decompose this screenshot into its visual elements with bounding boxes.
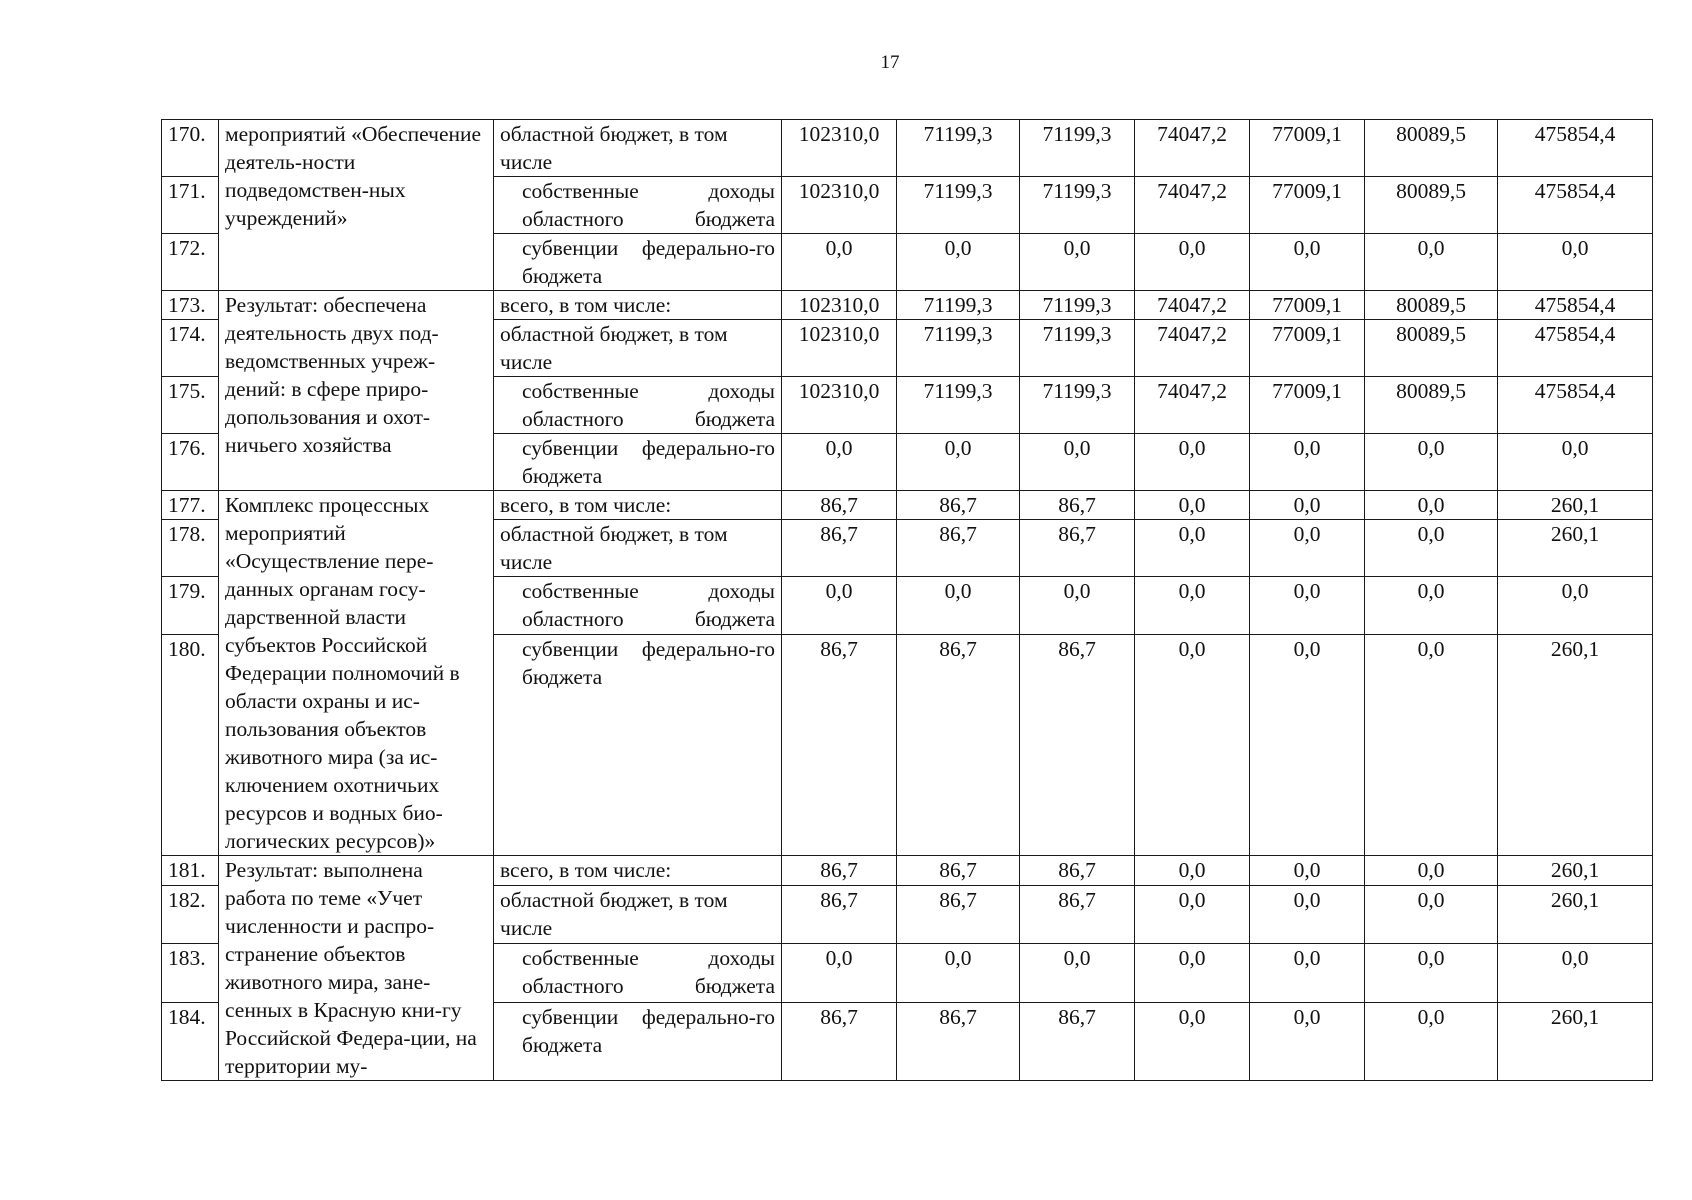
value-cell: 86,7 — [897, 885, 1020, 944]
value-cell: 77009,1 — [1250, 120, 1365, 177]
value-cell: 260,1 — [1498, 885, 1653, 944]
value-cell: 0,0 — [1365, 520, 1498, 577]
value-cell: 0,0 — [1250, 577, 1365, 634]
value-cell: 71199,3 — [897, 177, 1020, 234]
row-number: 173. — [162, 291, 219, 320]
value-cell: 260,1 — [1498, 520, 1653, 577]
value-cell: 0,0 — [1135, 520, 1250, 577]
value-cell: 0,0 — [782, 234, 897, 291]
value-cell: 0,0 — [1498, 944, 1653, 1003]
row-number: 179. — [162, 577, 219, 634]
value-cell: 0,0 — [1135, 634, 1250, 855]
value-cell: 77009,1 — [1250, 377, 1365, 434]
funding-source: областной бюджет, в том числе — [494, 120, 782, 177]
value-cell: 102310,0 — [782, 291, 897, 320]
value-cell: 0,0 — [1135, 234, 1250, 291]
funding-source: субвенции федерально-го бюджета — [494, 634, 782, 855]
row-number: 183. — [162, 944, 219, 1003]
value-cell: 71199,3 — [897, 320, 1020, 377]
row-number: 181. — [162, 856, 219, 886]
value-cell: 74047,2 — [1135, 177, 1250, 234]
value-cell: 71199,3 — [897, 377, 1020, 434]
value-cell: 260,1 — [1498, 1002, 1653, 1080]
value-cell: 0,0 — [1135, 577, 1250, 634]
row-number: 176. — [162, 434, 219, 491]
funding-source: субвенции федерально-го бюджета — [494, 234, 782, 291]
value-cell: 0,0 — [1250, 491, 1365, 520]
value-cell: 0,0 — [1365, 1002, 1498, 1080]
value-cell: 0,0 — [782, 577, 897, 634]
page-number: 17 — [880, 52, 900, 73]
value-cell: 80089,5 — [1365, 291, 1498, 320]
value-cell: 475854,4 — [1498, 177, 1653, 234]
value-cell: 71199,3 — [897, 120, 1020, 177]
value-cell: 260,1 — [1498, 856, 1653, 886]
value-cell: 0,0 — [1135, 944, 1250, 1003]
funding-source: всего, в том числе: — [494, 491, 782, 520]
funding-source: всего, в том числе: — [494, 291, 782, 320]
value-cell: 0,0 — [782, 434, 897, 491]
value-cell: 86,7 — [782, 885, 897, 944]
value-cell: 0,0 — [1365, 634, 1498, 855]
value-cell: 86,7 — [897, 856, 1020, 886]
row-number: 174. — [162, 320, 219, 377]
value-cell: 0,0 — [1135, 491, 1250, 520]
value-cell: 0,0 — [1365, 885, 1498, 944]
value-cell: 0,0 — [1135, 434, 1250, 491]
budget-table — [161, 119, 1653, 1081]
value-cell: 86,7 — [782, 634, 897, 855]
value-cell: 260,1 — [1498, 634, 1653, 855]
value-cell: 86,7 — [897, 1002, 1020, 1080]
value-cell: 0,0 — [897, 434, 1020, 491]
value-cell: 86,7 — [1020, 885, 1135, 944]
value-cell: 0,0 — [1498, 577, 1653, 634]
value-cell: 0,0 — [1135, 885, 1250, 944]
value-cell: 71199,3 — [1020, 320, 1135, 377]
value-cell: 86,7 — [897, 520, 1020, 577]
row-number: 180. — [162, 634, 219, 855]
value-cell: 86,7 — [1020, 1002, 1135, 1080]
value-cell: 71199,3 — [1020, 120, 1135, 177]
value-cell: 0,0 — [1365, 491, 1498, 520]
value-cell: 86,7 — [1020, 634, 1135, 855]
value-cell: 0,0 — [1365, 577, 1498, 634]
row-number: 177. — [162, 491, 219, 520]
value-cell: 74047,2 — [1135, 291, 1250, 320]
value-cell: 0,0 — [1250, 885, 1365, 944]
value-cell: 0,0 — [782, 944, 897, 1003]
value-cell: 74047,2 — [1135, 120, 1250, 177]
value-cell: 86,7 — [782, 520, 897, 577]
value-cell: 102310,0 — [782, 320, 897, 377]
value-cell: 0,0 — [1365, 234, 1498, 291]
value-cell: 0,0 — [1250, 634, 1365, 855]
value-cell: 0,0 — [1250, 520, 1365, 577]
value-cell: 0,0 — [1250, 1002, 1365, 1080]
activity-name: Результат: выполнена работа по теме «Учет численности и распро-странение объектов животного мира, зане-сенных в Красную кни-гу Российской Федера-ции, на территории му- — [219, 856, 494, 1081]
funding-source: субвенции федерально-го бюджета — [494, 1002, 782, 1080]
value-cell: 0,0 — [1365, 856, 1498, 886]
table-row — [162, 291, 1653, 320]
value-cell: 0,0 — [1135, 856, 1250, 886]
table-row — [162, 856, 1653, 886]
funding-source: собственные доходы областного бюджета — [494, 577, 782, 634]
value-cell: 86,7 — [1020, 491, 1135, 520]
activity-name: Комплекс процессных мероприятий «Осуществление пере-данных органам госу-дарственной власти субъектов Российской Федерации полномочий в области охраны и ис-пользования объектов животного мира (за ис-ключением охотничьих ресурсов и водных био-логических ресурсов)» — [219, 491, 494, 856]
row-number: 184. — [162, 1002, 219, 1080]
value-cell: 86,7 — [782, 1002, 897, 1080]
funding-source: всего, в том числе: — [494, 856, 782, 886]
value-cell: 0,0 — [1498, 434, 1653, 491]
value-cell: 0,0 — [1020, 434, 1135, 491]
value-cell: 77009,1 — [1250, 291, 1365, 320]
funding-source: областной бюджет, в том числе — [494, 320, 782, 377]
value-cell: 0,0 — [1250, 856, 1365, 886]
funding-source: собственные доходы областного бюджета — [494, 944, 782, 1003]
value-cell: 0,0 — [1020, 577, 1135, 634]
value-cell: 80089,5 — [1365, 320, 1498, 377]
funding-source: областной бюджет, в том числе — [494, 520, 782, 577]
row-number: 178. — [162, 520, 219, 577]
row-number: 175. — [162, 377, 219, 434]
funding-source: субвенции федерально-го бюджета — [494, 434, 782, 491]
value-cell: 77009,1 — [1250, 177, 1365, 234]
funding-source: собственные доходы областного бюджета — [494, 377, 782, 434]
value-cell: 77009,1 — [1250, 320, 1365, 377]
value-cell: 0,0 — [1365, 944, 1498, 1003]
value-cell: 74047,2 — [1135, 320, 1250, 377]
value-cell: 80089,5 — [1365, 377, 1498, 434]
value-cell: 86,7 — [1020, 856, 1135, 886]
value-cell: 71199,3 — [897, 291, 1020, 320]
activity-name: Результат: обеспечена деятельность двух под-ведомственных учреж-дений: в сфере приро-допользования и охот-ничьего хозяйства — [219, 291, 494, 491]
value-cell: 0,0 — [1365, 434, 1498, 491]
value-cell: 475854,4 — [1498, 291, 1653, 320]
value-cell: 475854,4 — [1498, 320, 1653, 377]
funding-source: областной бюджет, в том числе — [494, 885, 782, 944]
value-cell: 0,0 — [1250, 434, 1365, 491]
value-cell: 71199,3 — [1020, 377, 1135, 434]
value-cell: 0,0 — [1020, 944, 1135, 1003]
value-cell: 260,1 — [1498, 491, 1653, 520]
value-cell: 80089,5 — [1365, 120, 1498, 177]
value-cell: 0,0 — [1020, 234, 1135, 291]
value-cell: 86,7 — [782, 491, 897, 520]
value-cell: 102310,0 — [782, 177, 897, 234]
value-cell: 102310,0 — [782, 377, 897, 434]
row-number: 170. — [162, 120, 219, 177]
activity-name: мероприятий «Обеспечение деятель-ности подведомствен-ных учреждений» — [219, 120, 494, 291]
value-cell: 80089,5 — [1365, 177, 1498, 234]
value-cell: 74047,2 — [1135, 377, 1250, 434]
value-cell: 71199,3 — [1020, 177, 1135, 234]
value-cell: 86,7 — [782, 856, 897, 886]
value-cell: 475854,4 — [1498, 377, 1653, 434]
value-cell: 0,0 — [1250, 234, 1365, 291]
value-cell: 86,7 — [1020, 520, 1135, 577]
row-number: 182. — [162, 885, 219, 944]
table-row — [162, 120, 1653, 177]
value-cell: 0,0 — [897, 577, 1020, 634]
table-row — [162, 491, 1653, 520]
value-cell: 0,0 — [1250, 944, 1365, 1003]
value-cell: 0,0 — [897, 944, 1020, 1003]
value-cell: 71199,3 — [1020, 291, 1135, 320]
value-cell: 475854,4 — [1498, 120, 1653, 177]
value-cell: 0,0 — [1135, 1002, 1250, 1080]
value-cell: 0,0 — [897, 234, 1020, 291]
row-number: 172. — [162, 234, 219, 291]
value-cell: 0,0 — [1498, 234, 1653, 291]
row-number: 171. — [162, 177, 219, 234]
value-cell: 86,7 — [897, 634, 1020, 855]
funding-source: собственные доходы областного бюджета — [494, 177, 782, 234]
value-cell: 86,7 — [897, 491, 1020, 520]
value-cell: 102310,0 — [782, 120, 897, 177]
